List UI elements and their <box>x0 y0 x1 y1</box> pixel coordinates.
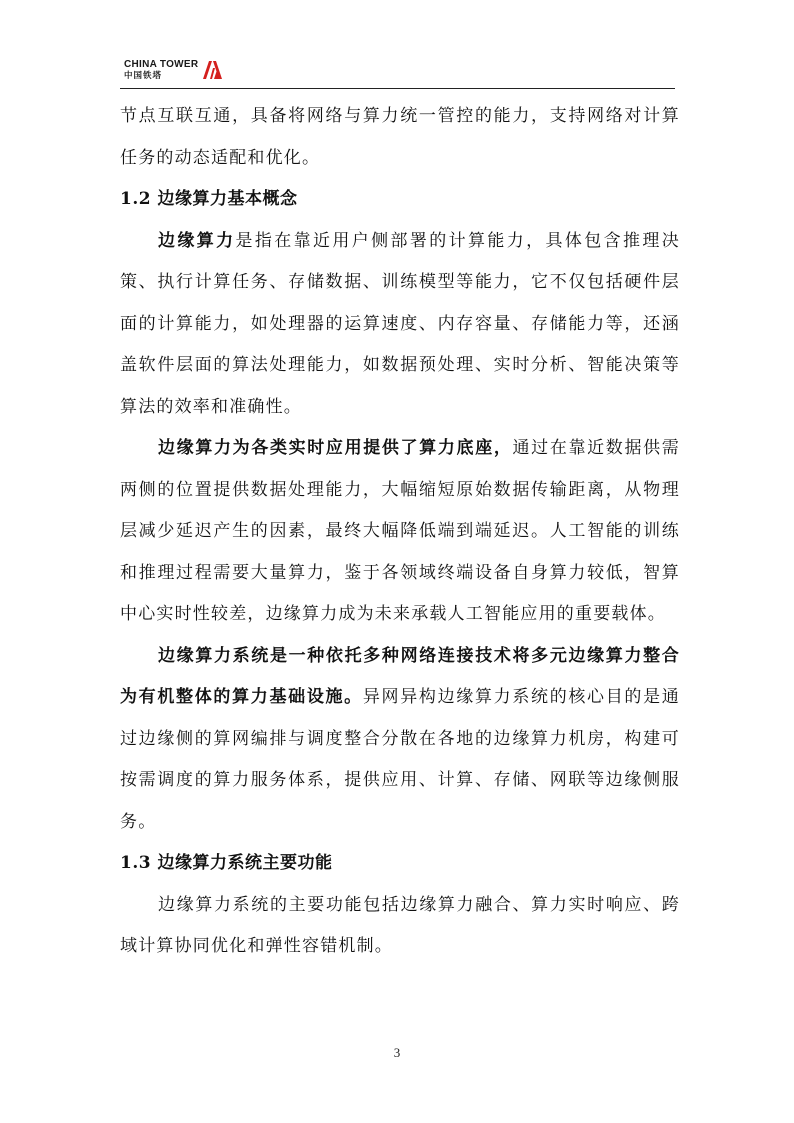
paragraph-text: 异网异构边缘算力系统的核心目的是通过边缘侧的算网编排与调度整合分散在各地的边缘算力机房，构建可按需调度的算力服务体系，提供应用、计算、存储、网联等边缘侧服务。 <box>120 687 680 832</box>
bold-lead-sentence: 边缘算力为各类实时应用提供了算力底座， <box>158 438 513 458</box>
section-heading-1-3: 1.3 边缘算力系统主要功能 <box>120 853 333 873</box>
paragraph-edge-compute-system <box>120 636 680 844</box>
document-body <box>120 96 680 968</box>
bold-term: 边缘算力 <box>158 230 236 251</box>
page-number: 3 <box>393 1045 401 1060</box>
paragraph-edge-compute-foundation <box>120 428 680 636</box>
paragraph-edge-compute-definition <box>120 221 680 429</box>
logo-chinese-text: 中国铁塔 <box>124 71 163 81</box>
bold-lead-sentence: 边缘算力系统是一种依托多种网络连接技术将多元边缘算力整合为有机整体的算力基础设施。 <box>120 645 680 707</box>
china-tower-logo-icon <box>201 58 223 84</box>
logo-english-text: CHINA TOWER <box>124 59 199 70</box>
section-heading-1-2: 1.2 边缘算力基本概念 <box>120 189 298 209</box>
paragraph-text: 通过在靠近数据供需两侧的位置提供数据处理能力，大幅缩短原始数据传输距离，从物理层减少延迟产生的因素，最终大幅降低端到端延迟。人工智能的训练和推理过程需要大量算力，鉴于各领域终端设备自身算力较低，智算中心实时性较差，边缘算力成为未来承载人工智能应用的重要载体。 <box>120 438 680 624</box>
continuation-paragraph: 节点互联互通，具备将网络与算力统一管控的能力，支持网络对计算任务的动态适配和优化。 <box>120 106 680 168</box>
paragraph-main-functions: 边缘算力系统的主要功能包括边缘算力融合、算力实时响应、跨域计算协同优化和弹性容错机制。 <box>120 894 680 956</box>
paragraph-text: 是指在靠近用户侧部署的计算能力，具体包含推理决策、执行计算任务、存储数据、训练模型等能力，它不仅包括硬件层面的计算能力，如处理器的运算速度、内存容量、存储能力等，还涵盖软件层面的算法处理能力，如数据预处理、实时分析、智能决策等算法的效率和准确性。 <box>120 230 680 417</box>
china-tower-logo <box>124 60 223 84</box>
page-header <box>120 58 675 89</box>
